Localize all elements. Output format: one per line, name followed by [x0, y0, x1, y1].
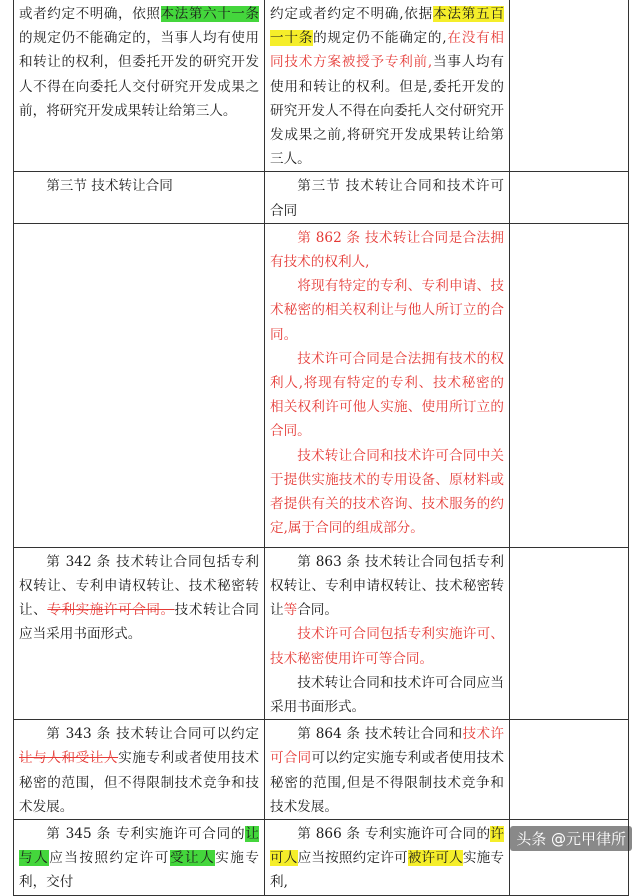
- text-span: 第 345 条 专利实施许可合同的: [46, 826, 246, 843]
- article-863-p1: [270, 550, 504, 623]
- highlight-green: 受让人: [169, 850, 216, 867]
- article-863-p3: 技术转让合同和技术许可合同应当采用书面形式。: [270, 674, 504, 716]
- article-864: [265, 720, 510, 820]
- new-law-cell: [265, 0, 510, 172]
- old-law-cell: [14, 223, 265, 547]
- notes-cell: [510, 547, 629, 719]
- text-span: 的规定仍不能确定的，当事人均有使用和转让的权利，但委托开发的研究开发人不得在向委托人交付研究开发成果之前，将研究开发成果转让给第三人。: [19, 30, 259, 119]
- article-862-p2: 将现有特定的专利、专利申请、技术秘密的相关权利让与他人所订立的合同。: [270, 278, 504, 343]
- article-862-p3: 技术许可合同是合法拥有技术的权利人,将现有特定的专利、技术秘密的相关权利许可他人实施、使用所订立的合同。: [270, 350, 504, 440]
- text-span: 应当按照约定许可: [49, 850, 170, 867]
- red-text: 在没有相同技术方案被授予专利前,: [270, 30, 505, 71]
- notes-cell: [510, 720, 629, 820]
- old-law-cell: [14, 0, 265, 172]
- table-row: [14, 720, 629, 820]
- highlight-green: 本法第六十一条: [160, 6, 260, 22]
- text-span: 第 343 条 技术转让合同可以约定: [46, 726, 259, 743]
- watermark: 头条 @元甲律所: [510, 826, 632, 851]
- text-span: 实施专利或者使用技术秘密的范围，但不得限制技术竞争和技术发展。: [19, 750, 260, 815]
- text-span: 第 864 条 技术转让合同和: [297, 726, 463, 743]
- article-343: [14, 720, 265, 820]
- struck-text: 专利实施许可合同。: [47, 602, 175, 619]
- text-span: 第 863 条 技术转让合同包括专利权转让、专利申请权转让、技术秘密转让: [270, 553, 504, 619]
- text-span: 可以约定实施专利或者使用技术秘密的范围,但是不得限制技术竞争和技术发展。: [270, 750, 505, 815]
- highlight-yellow: 本法第五百一十条: [270, 6, 504, 47]
- text-span: 技术转让合同应当采用书面形式。: [19, 602, 260, 643]
- article-863-p2: 技术许可合同包括专利实施许可、技术秘密使用许可等合同。: [270, 626, 504, 667]
- article-345: [14, 820, 265, 896]
- notes-cell: [510, 0, 629, 172]
- text-span: 合同。: [297, 602, 338, 619]
- highlight-yellow: 许可人: [270, 826, 504, 867]
- table-row: [14, 547, 629, 719]
- table-row: [14, 0, 629, 172]
- text-span: 或者约定不明确，依照: [19, 6, 161, 22]
- article-342: [14, 547, 265, 719]
- text-span: 第 342 条 技术转让合同包括专利权转让、专利申请权转让、技术秘密转让、: [19, 553, 259, 619]
- text-span: 实施专利,: [270, 850, 505, 891]
- highlight-green: 让与人: [19, 826, 259, 867]
- table-row: [14, 172, 629, 223]
- section-title-old: 第三节 技术转让合同: [14, 172, 265, 223]
- text-span: 第 866 条 专利实施许可合同的: [297, 826, 491, 843]
- red-text: 等: [283, 602, 298, 619]
- article-866: [265, 820, 510, 896]
- struck-text: 让与人和受让人: [19, 750, 119, 767]
- new-law-cell: [265, 223, 510, 547]
- text-span: 当事人均有使用和转让的权利。但是,委托开发的研究开发人不得在向委托人交付研究开发成果之前,将研究开发成果转让给第三人。: [270, 54, 505, 168]
- article-862-p4: 技术转让合同和技术许可合同中关于提供实施技术的专用设备、原材料或者提供有关的技术咨询、技术服务的约定,属于合同的组成部分。: [270, 447, 504, 537]
- highlight-yellow: 被许可人: [407, 850, 463, 867]
- comparison-table: [13, 0, 629, 896]
- section-title-new: 第三节 技术转让合同和技术许可合同: [265, 172, 510, 223]
- article-863: [265, 547, 510, 719]
- table-row: [14, 223, 629, 547]
- red-text: 技术许可合同: [270, 726, 504, 767]
- text-span: 应当按照约定许可: [297, 850, 408, 867]
- notes-cell: [510, 172, 629, 223]
- notes-cell: [510, 223, 629, 547]
- text-span: 实施专利，交付: [19, 850, 259, 891]
- text-span: 约定或者约定不明确,依据: [270, 6, 433, 22]
- text-span: 的规定仍不能确定的,: [313, 30, 447, 47]
- article-862-p1: 第 862 条 技术转让合同是合法拥有技术的权利人,: [270, 229, 504, 271]
